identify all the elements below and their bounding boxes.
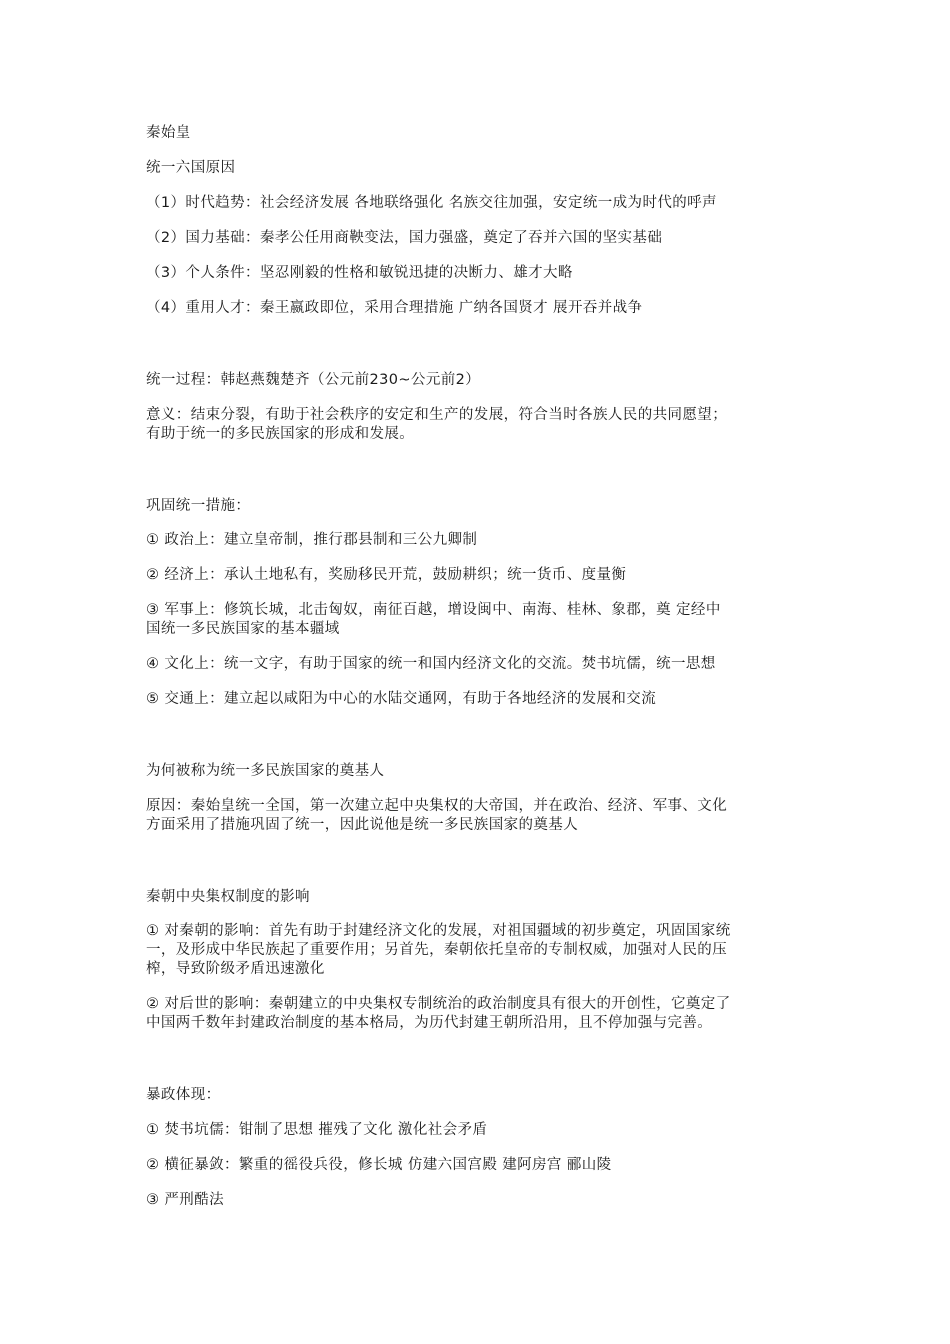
- tyranny-item-3: ③ 严刑酷法: [146, 1192, 225, 1208]
- section-heading-centralization-impact: 秦朝中央集权制度的影响: [146, 889, 310, 905]
- section-heading-tyranny: 暴政体现：: [146, 1087, 221, 1103]
- significance-line-1: 意义：结束分裂，有助于社会秩序的安定和生产的发展，符合当时各族人民的共同愿望；: [146, 407, 728, 423]
- founder-reason-line-2: 方面采用了措施巩固了统一，因此说他是统一多民族国家的奠基人: [146, 817, 579, 833]
- measure-politics: ① 政治上：建立皇帝制，推行郡县制和三公九卿制: [146, 532, 478, 548]
- measure-military-line-2: 国统一多民族国家的基本疆域: [146, 621, 340, 637]
- measure-military-line-1: ③ 军事上：修筑长城，北击匈奴，南征百越，增设闽中、南海、桂林、象郡，奠 定经中: [146, 602, 721, 618]
- reason-item-1: （1）时代趋势：社会经济发展 各地联络强化 名族交往加强，安定统一成为时代的呼声: [146, 195, 717, 211]
- tyranny-item-1: ① 焚书坑儒：钳制了思想 摧残了文化 激化社会矛盾: [146, 1122, 488, 1138]
- document-title: 秦始皇: [146, 125, 191, 141]
- measure-culture: ④ 文化上：统一文字，有助于国家的统一和国内经济文化的交流。焚书坑儒，统一思想: [146, 656, 716, 672]
- impact-qin-line-3: 榨，导致阶级矛盾迅速激化: [146, 961, 325, 977]
- tyranny-item-2: ② 横征暴敛：繁重的徭役兵役，修长城 仿建六国宫殿 建阿房宫 郦山陵: [146, 1157, 612, 1173]
- reason-item-4: （4）重用人才：秦王嬴政即位，采用合理措施 广纳各国贤才 展开吞并战争: [146, 300, 643, 316]
- impact-qin-line-1: ① 对秦朝的影响：首先有助于封建经济文化的发展，对祖国疆域的初步奠定，巩固国家统: [146, 923, 731, 939]
- reason-item-2: （2）国力基础：秦孝公任用商鞅变法，国力强盛，奠定了吞并六国的坚实基础: [146, 230, 663, 246]
- section-heading-founder: 为何被称为统一多民族国家的奠基人: [146, 763, 385, 779]
- impact-later-line-1: ② 对后世的影响：秦朝建立的中央集权专制统治的政治制度具有很大的开创性，它奠定了: [146, 996, 731, 1012]
- founder-reason-line-1: 原因：秦始皇统一全国，第一次建立起中央集权的大帝国，并在政治、经济、军事、文化: [146, 798, 728, 814]
- significance-line-2: 有助于统一的多民族国家的形成和发展。: [146, 426, 415, 442]
- section-heading-unification-reasons: 统一六国原因: [146, 160, 236, 176]
- measure-economy: ② 经济上：承认土地私有，奖励移民开荒，鼓励耕织；统一货币、度量衡: [146, 567, 627, 583]
- section-heading-consolidation: 巩固统一措施：: [146, 498, 251, 514]
- reason-item-3: （3）个人条件：坚忍刚毅的性格和敏锐迅捷的决断力、雄才大略: [146, 265, 573, 281]
- unification-process: 统一过程：韩赵燕魏楚齐（公元前230~公元前2）: [146, 372, 481, 388]
- measure-transport: ⑤ 交通上：建立起以咸阳为中心的水陆交通网，有助于各地经济的发展和交流: [146, 691, 657, 707]
- impact-qin-line-2: 一，及形成中华民族起了重要作用；另首先，秦朝依托皇帝的专制权威，加强对人民的压: [146, 942, 728, 958]
- impact-later-line-2: 中国两千数年封建政治制度的基本格局，为历代封建王朝所沿用，且不停加强与完善。: [146, 1015, 713, 1031]
